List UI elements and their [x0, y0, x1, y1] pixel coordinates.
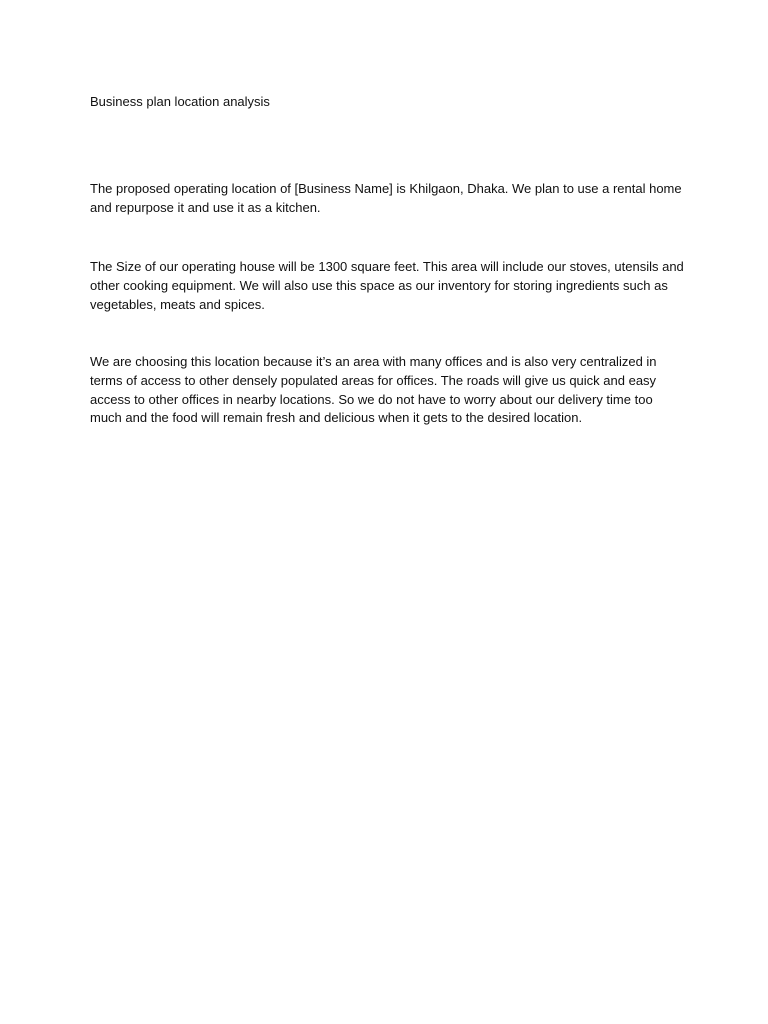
document-title: Business plan location analysis [90, 94, 270, 109]
paragraph-size: The Size of our operating house will be 1300 square feet. This area will include our stoves, utensils and other cooking equipment. We will also use this space as our inventory for storing ingredients such as vegetables, meats and spices. [90, 259, 684, 312]
paragraph-reasoning: We are choosing this location because it’s an area with many offices and is also very centralized in terms of access to other densely populated areas for offices. The roads will give us quick and easy access to other offices in nearby locations. So we do not have to worry about our delivery time too much and the food will remain fresh and delicious when it gets to the desired location. [90, 354, 657, 426]
paragraph-location: The proposed operating location of [Business Name] is Khilgaon, Dhaka. We plan to use a rental home and repurpose it and use it as a kitchen. [90, 181, 682, 215]
